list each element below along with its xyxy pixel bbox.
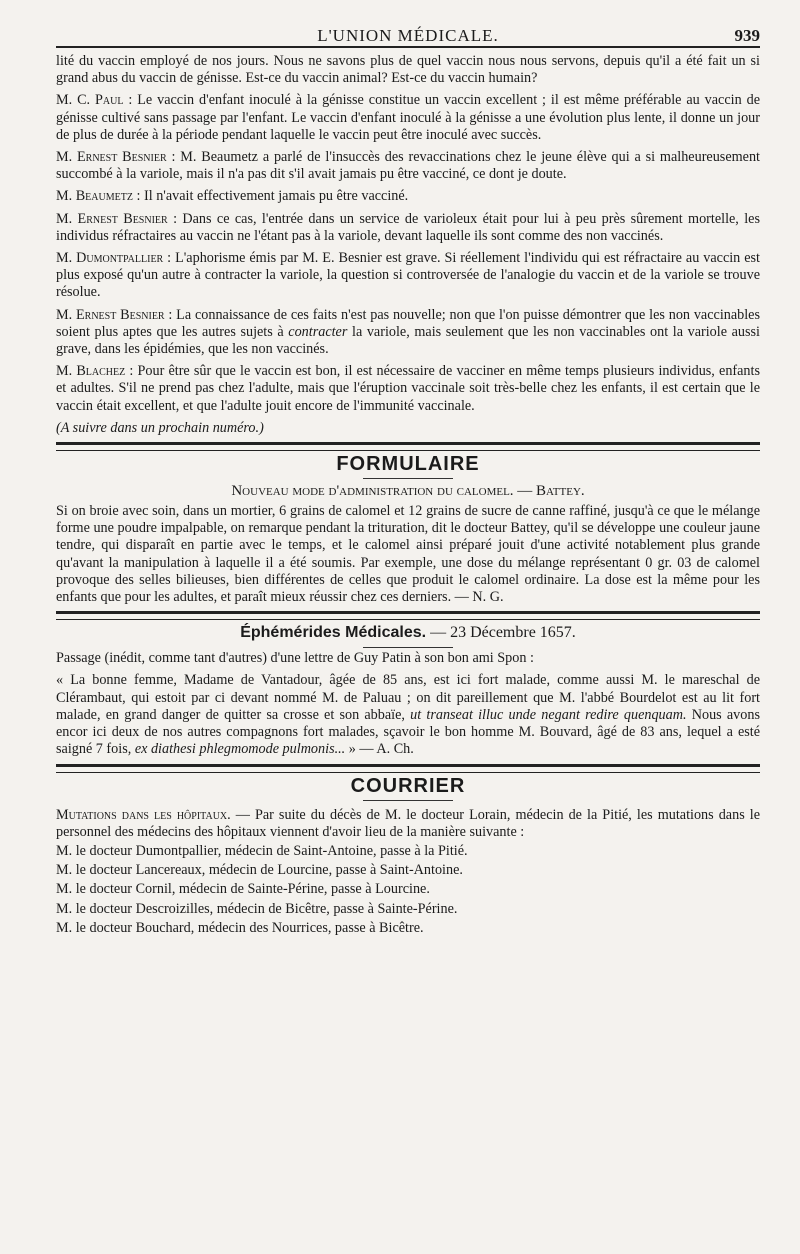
paragraph: M. Blachez : Pour être sûr que le vaccin est bon, il est nécessaire de vacciner en même temps plusieurs individus, enfants et adultes. S'il ne prend pas chez l'adulte, mais que l'éruption vaccinale soit très-belle chez les enfants, il est certain que le vaccin était excellent, et que l'adulte jouit encore de l'immunité vaccinale.: [56, 363, 760, 414]
formulaire-section: [56, 503, 760, 606]
speaker: M. Dumontpallier :: [56, 250, 172, 267]
list-item: M. le docteur Dumontpallier, médecin de Saint-Antoine, passe à la Pitié.: [56, 842, 468, 859]
section-divider: [56, 442, 760, 451]
courrier-title: COURRIER: [350, 774, 466, 797]
header-rule: [56, 46, 760, 48]
paragraph: lité du vaccin employé de nos jours. Nous ne savons plus de quel vaccin nous nous servons, depuis qu'il a été fait un si grand abus du vaccin de génisse. Est-ce du vaccin animal? Est-ce du vaccin humain?: [56, 53, 760, 87]
paragraph: Mutations dans les hôpitaux. — Par suite du décès de M. le docteur Lorain, médecin de la Pitié, les mutations dans le personnel des médecins des hôpitaux viennent d'avoir lieu de la manière suivante :: [56, 806, 761, 840]
formulaire-subtitle: Nouveau mode d'administration du calomel. — Battey.: [231, 483, 585, 500]
speaker: M. Blachez :: [56, 363, 134, 380]
section-divider: [56, 764, 760, 773]
ephemerides-section: [56, 650, 760, 758]
title-rule: [363, 647, 453, 648]
speaker: M. Ernest Besnier :: [56, 210, 178, 227]
speaker: M. Ernest Besnier :: [56, 149, 176, 166]
paragraph: Si on broie avec soin, dans un mortier, 6 grains de calomel et 12 grains de sucre de canne raffiné, jusqu'à ce que le mélange forme une poudre impalpable, on remarque pendant la trituration, dit le docteur Battey, qu'il se développe une couleur jaune tendre, qui disparaît en partie avec le temps, et le calomel ainsi préparé jouit d'une activité notablement plus grande qu'avant la manipulation à laquelle il a été soumis. Par exemple, une dose du mélange représentant 0 gr. 03 de calomel provoque des selles bilieuses, bien différentes de celles que produit le calomel ordinaire. La dose est la même pour les enfants que pour les adultes, et paraît mieux réussir chez ces derniers. — N. G.: [56, 503, 760, 606]
list-item: M. le docteur Bouchard, médecin des Nourrices, passe à Bicêtre.: [56, 919, 424, 936]
speaker: M. Ernest Besnier :: [56, 306, 173, 323]
speaker: M. Beaumetz :: [56, 188, 141, 205]
title-rule: [363, 800, 453, 801]
running-head: [56, 22, 760, 46]
courrier-section: [56, 807, 760, 937]
title-rule: [363, 478, 453, 479]
formulaire-title: FORMULAIRE: [336, 453, 480, 476]
paragraph: « La bonne femme, Madame de Vantadour, âgée de 85 ans, est ici fort malade, comme aussi M. le mareschal de Clérambaut, qui estoit par ci devant nommé M. de Paluau ; on dit pareillement que M. l'abbé Bourdelot est au lit fort malade, en grand danger de quitter sa crosse et son abbaïe, ut transeat illuc unde negant redire quenquam. Nous avons encor ici deux de nos autres compagnons fort malades, sçavoir le bon homme M. Bouvard, âgé de 83 ans, lequel a esté saigné 7 fois, ex diathesi phlegmomode pulmonis... » — A. Ch.: [56, 672, 760, 758]
continuation-note: (A suivre dans un prochain numéro.): [56, 419, 264, 436]
discussion-section: [56, 53, 760, 437]
ephemerides-title: Éphémérides Médicales. — 23 Décembre 1657.: [240, 624, 576, 642]
page-number: 939: [734, 26, 760, 45]
paragraph: M. Dumontpallier : L'aphorisme émis par M. E. Besnier est grave. Si réellement l'individu qui est réfractaire au vaccin est plus exposé qu'un autre à contracter la variole, la question si controversée de l'analogie du vaccin et de la variole se trouve résolue.: [56, 250, 760, 301]
list-item: M. le docteur Lancereaux, médecin de Lourcine, passe à Saint-Antoine.: [56, 862, 463, 879]
paragraph: M. Beaumetz : Il n'avait effectivement jamais pu être vacciné.: [56, 188, 409, 205]
speaker: M. C. Paul :: [56, 92, 133, 109]
paragraph: M. C. Paul : Le vaccin d'enfant inoculé à la génisse constitue un vaccin excellent ; il est même préférable au vaccin de génisse cultivé sans passage par l'enfant. Le vaccin d'enfant inoculé à la génisse a une évolution plus lente, il donne un jour de plus de durée à la période pendant laquelle le vaccin peut être inoculé avec succès.: [56, 92, 760, 143]
rubric: Mutations dans les hôpitaux.: [56, 806, 231, 823]
paragraph: M. Ernest Besnier : La connaissance de ces faits n'est pas nouvelle; non que l'on puisse démontrer que les non vaccinables soient plus aptes que les autres sujets à contracter la variole, mais seulement que les non vaccinables ont la variole aussi grave, dans les épidémies, que les non vaccinés.: [56, 306, 761, 358]
journal-title: L'UNION MÉDICALE.: [317, 26, 499, 45]
section-divider: [56, 611, 760, 620]
list-item: M. le docteur Cornil, médecin de Sainte-Périne, passe à Lourcine.: [56, 881, 430, 898]
paragraph: Passage (inédit, comme tant d'autres) d'une lettre de Guy Patin à son bon ami Spon :: [56, 650, 534, 667]
list-item: M. le docteur Descroizilles, médecin de Bicêtre, passe à Sainte-Périne.: [56, 900, 458, 917]
paragraph: M. Ernest Besnier : Dans ce cas, l'entrée dans un service de varioleux était pour lui à peu près sûrement mortelle, les individus réfractaires au vaccin ne l'étant pas à la variole, devant laquelle ils sont comme des non vaccinés.: [56, 210, 760, 244]
paragraph: M. Ernest Besnier : M. Beaumetz a parlé de l'insuccès des revaccinations chez le jeune élève qui a si malheureusement succombé à la variole, mais il n'a pas dit s'il avait jamais pu être vacciné, ce dont je doute.: [56, 149, 760, 183]
